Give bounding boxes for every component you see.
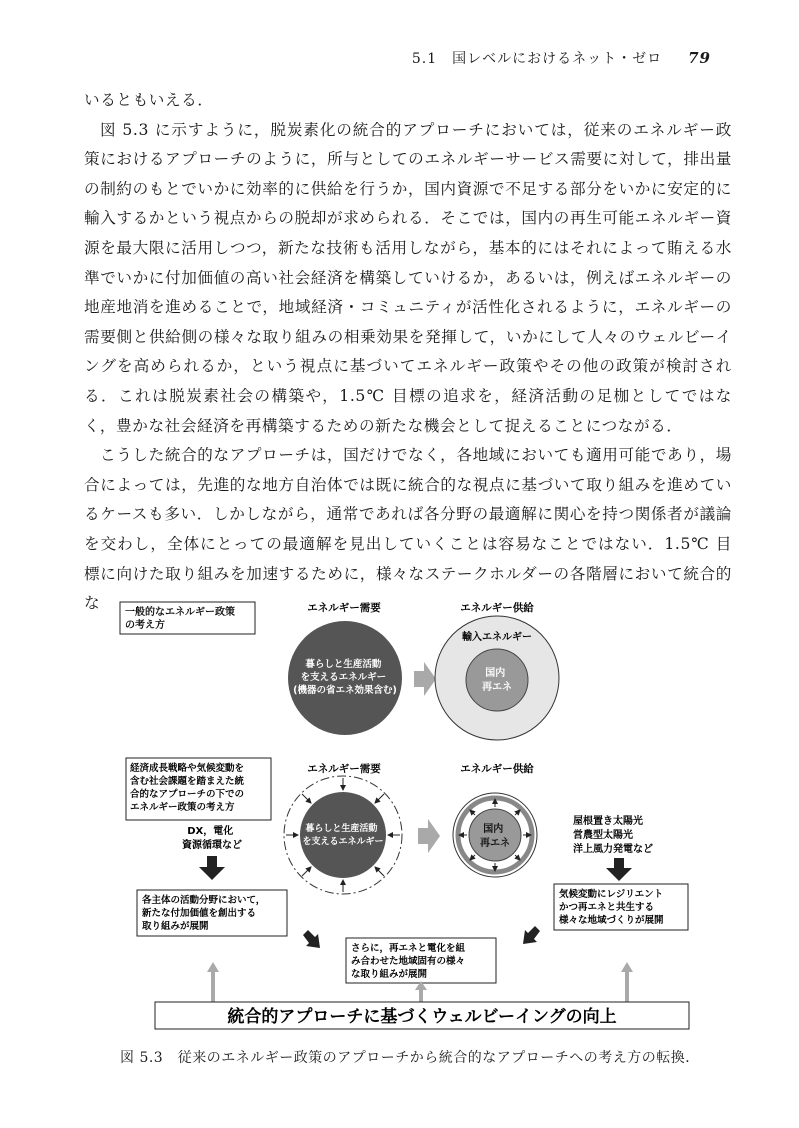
diag-arrow-left — [303, 930, 320, 948]
left-result-text: 各主体の活動分野において， 新たな付加価値を創出する 取り組みが展開 — [142, 895, 266, 932]
bottom-domestic-text: 国内 再エネ — [480, 824, 510, 849]
bottom-domestic-circle — [469, 809, 521, 861]
paragraph: こうした統合的なアプローチは，国だけでなく，各地域においても適用可能であり，場合によっては，先進的な地方自治体では既に統合的な視点に基づいて取り組みを進めているケースも多い．しかしながら，通常であれば各分野の最適解に関心を持つ関係者が議論を交わし，全体にとっての最適解を見出していくことは容易なことではない．1.5℃ 目標に向けた取り組みを加速するために，様々なステークホルダーの各階層において統合的な — [84, 446, 732, 613]
bottom-demand-label: エネルギー需要 — [307, 763, 381, 775]
top-supply-label: エネルギー供給 — [460, 602, 534, 614]
paragraph: いるともいえる． — [84, 91, 214, 109]
general-policy-label: 一般的なエネルギー政策 の考え方 — [125, 607, 235, 631]
bottom-demand-text: 暮らしと生産活動 を支えるエネルギー — [302, 824, 384, 847]
wellbeing-banner-text: 統合的アプローチに基づくウェルビーイングの向上 — [227, 1007, 617, 1027]
dx-label: DX，電化 資源循環など — [182, 826, 242, 851]
bottom-supply-label: エネルギー供給 — [460, 763, 534, 775]
top-transition-arrow — [414, 662, 436, 696]
section-title: 5.1 国レベルにおけるネット・ゼロ — [411, 51, 663, 67]
renewable-list: 屋根置き太陽光 営農型太陽光 洋上風力発電など — [573, 816, 653, 855]
down-arrow-right — [606, 858, 632, 881]
down-arrow-left — [199, 856, 225, 880]
center-result-text: さらに，再エネと電化を組 み合わせた地域固有の様々 な取り組みが展開 — [351, 943, 466, 980]
top-domestic-text: 国内 再エネ — [482, 668, 512, 693]
page-number: 79 — [688, 49, 711, 67]
top-domestic-circle — [466, 649, 528, 711]
top-demand-text: 暮らしと生産活動 を支えるエネルギー (機器の省エネ効果含む) — [293, 659, 397, 696]
integrated-policy-label: 経済成長戦略や気候変動を 含む社会課題を踏まえた統 合的なアプローチの下での エネルギー政策の考え方 — [130, 763, 245, 813]
diag-arrow-right — [523, 926, 540, 944]
right-result-text: 気候変動にレジリエント かつ再エネと共生する 様々な地域づくりが展開 — [559, 889, 664, 926]
bottom-demand-circle — [300, 792, 386, 878]
paragraph: 図 5.3 に示すように，脱炭素化の統合的アプローチにおいては，従来のエネルギー政策におけるアプローチのように，所与としてのエネルギーサービス需要に対して，排出量の制約のもとでいかに効率的に供給を行うか，国内資源で不足する部分をいかに安定的に輸入するかという視点からの脱却が求められる．そこでは，国内の再生可能エネルギー資源を最大限に活用しつつ，新たな技術も活用しながら，基本的にはそれによって賄える水準でいかに付加価値の高い社会経済を構築していけるか，あるいは，例えばエネルギーの地産地消を進めることで，地域経済・コミュニティが活性化されるように，エネルギーの需要側と供給側の様々な取り組みの相乗効果を発揮して，いかにして人々のウェルビーイングを高められるか，という視点に基づいてエネルギー政策やその他の政策が検討される．これは脱炭素社会の構築や，1.5℃ 目標の追求を，経済活動の足枷としてではなく，豊かな社会経済を再構築するための新たな機会として捉えることにつながる． — [84, 120, 732, 435]
import-energy-label: 輸入エネルギー — [462, 632, 532, 643]
bottom-transition-arrow — [418, 819, 440, 853]
figure-caption: 図 5.3 従来のエネルギー政策のアプローチから統合的なアプローチへの考え方の転換． — [120, 1050, 700, 1066]
top-demand-label: エネルギー需要 — [307, 602, 381, 614]
